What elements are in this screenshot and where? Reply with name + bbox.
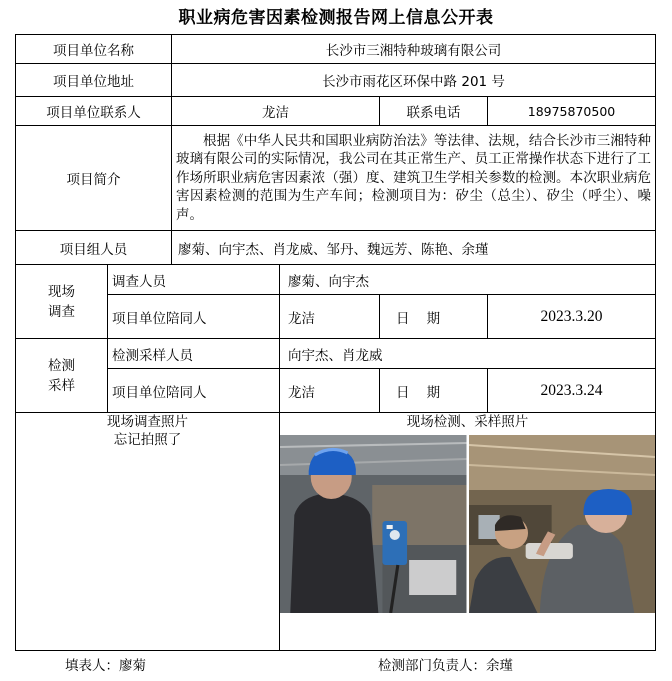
report-table [15, 34, 656, 651]
survey-photo-label: 现场调查照片 [107, 414, 188, 430]
survey-photo-cell [16, 413, 280, 651]
page-title: 职业病危害因素检测报告网上信息公开表 [178, 8, 494, 28]
filler-signature: 填表人：廖菊 [65, 658, 146, 674]
sampling-label: 检测 采样 [16, 339, 108, 413]
contact-row [16, 97, 656, 126]
unit-address-value: 长沙市雨花区环保中路 201 号 [172, 64, 656, 97]
unit-name-label: 项目单位名称 [16, 35, 172, 64]
site-investigator-row [16, 265, 656, 295]
team-value: 廖菊、向宇杰、肖龙威、邹丹、魏远芳、陈艳、余瑾 [172, 231, 656, 265]
team-label: 项目组人员 [16, 231, 172, 265]
team-row [16, 231, 656, 265]
site-companion-value: 龙洁 [280, 295, 380, 339]
unit-name-value: 长沙市三湘特种玻璃有限公司 [172, 35, 656, 64]
site-investigator-value: 廖菊、向宇杰 [280, 265, 656, 295]
unit-name-row [16, 35, 656, 64]
sampling-companion-row [16, 369, 656, 413]
sampling-photo-cell [280, 413, 656, 651]
factory-worker-photo-1 [280, 435, 467, 613]
survey-photo-note: 忘记拍照了 [113, 432, 182, 448]
sampler-label: 检测采样人员 [108, 339, 280, 369]
sampling-date-value: 2023.3.24 [488, 369, 656, 413]
site-companion-row [16, 295, 656, 339]
site-date-label: 日 期 [380, 295, 488, 339]
contact-label: 项目单位联系人 [16, 97, 172, 126]
phone-value: 18975870500 [488, 97, 656, 126]
sampling-companion-value: 龙洁 [280, 369, 380, 413]
sampling-photo-2 [469, 435, 656, 613]
unit-address-label: 项目单位地址 [16, 64, 172, 97]
sampling-photo-1 [280, 435, 467, 613]
unit-address-row [16, 64, 656, 97]
sampling-photo-label: 现场检测、采样照片 [406, 414, 529, 430]
sampling-photos [280, 435, 655, 613]
sampler-row [16, 339, 656, 369]
dept-head-signature: 检测部门负责人：余瑾 [378, 658, 513, 674]
intro-text: 根据《中华人民共和国职业病防治法》等法律、法规，结合长沙市三湘特种玻璃有限公司的实际情况，我公司在其正常生产、员工正常操作状态下进行了工作场所职业病危害因素浓（强）度、建筑卫生学相关参数的检测。本次职业病危害因素检测的范围为生产车间；检测项目为：矽尘（总尘）、矽尘（呼尘）、噪声。 [172, 126, 656, 231]
contact-value: 龙洁 [172, 97, 380, 126]
sampling-companion-label: 项目单位陪同人 [108, 369, 280, 413]
photos-row [16, 413, 656, 651]
site-date-value: 2023.3.20 [488, 295, 656, 339]
sampler-value: 向宇杰、肖龙威 [280, 339, 656, 369]
phone-label: 联系电话 [380, 97, 488, 126]
site-investigator-label: 调查人员 [108, 265, 280, 295]
site-companion-label: 项目单位陪同人 [108, 295, 280, 339]
factory-worker-photo-2 [469, 435, 656, 613]
sampling-date-label: 日 期 [380, 369, 488, 413]
intro-label: 项目简介 [16, 126, 172, 231]
site-survey-label: 现场 调查 [16, 265, 108, 339]
intro-row [16, 126, 656, 231]
